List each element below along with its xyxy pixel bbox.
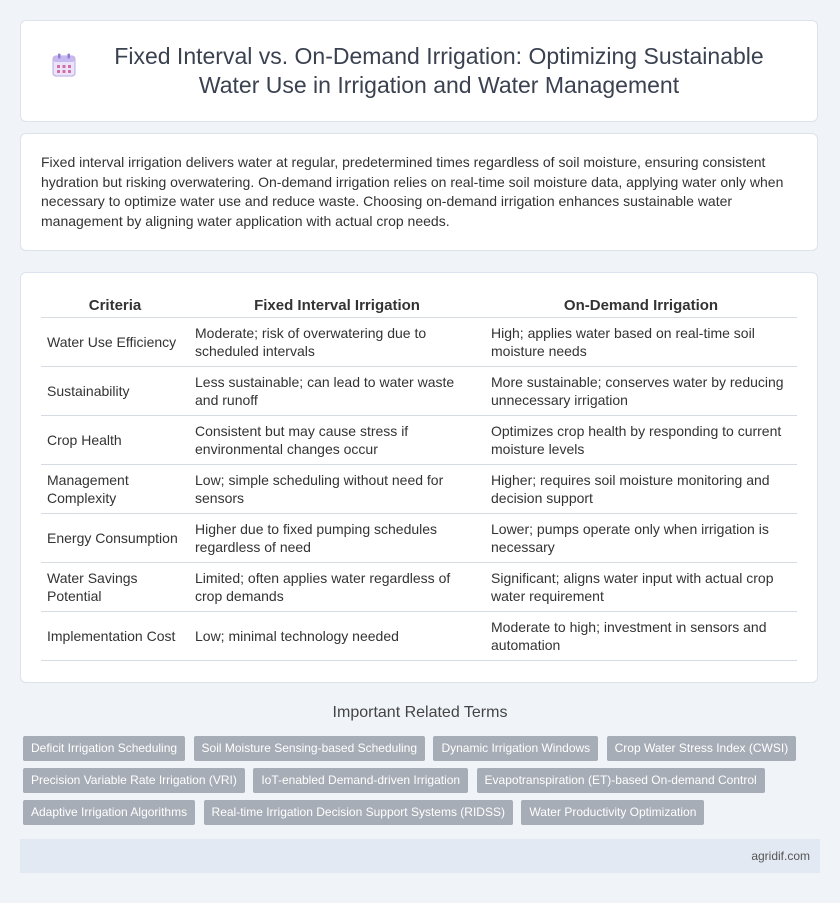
table-cell: Low; minimal technology needed: [189, 612, 485, 661]
table-cell: Implementation Cost: [41, 612, 189, 661]
table-cell: High; applies water based on real-time soil moisture needs: [485, 318, 797, 367]
table-cell: Energy Consumption: [41, 514, 189, 563]
table-cell: Limited; often applies water regardless of crop demands: [189, 563, 485, 612]
table-cell: Higher; requires soil moisture monitoring and decision support: [485, 465, 797, 514]
site-name[interactable]: agridif.com: [751, 849, 810, 863]
table-cell: Less sustainable; can lead to water waste and runoff: [189, 367, 485, 416]
table-cell: Moderate to high; investment in sensors and automation: [485, 612, 797, 661]
intro-paragraph: Fixed interval irrigation delivers water at regular, predetermined times regardless of soil moisture, ensuring consistent hydration but risking overwatering. On-demand irrigation relies on real-time soil moisture data, applying water only when necessary to optimize water use and reduce waste. Choosing on-demand irrigation enhances sustainable water management by aligning water application with actual crop needs.: [41, 154, 784, 229]
table-cell: Higher due to fixed pumping schedules regardless of need: [189, 514, 485, 563]
table-cell: Water Use Efficiency: [41, 318, 189, 367]
table-cell: More sustainable; conserves water by reducing unnecessary irrigation: [485, 367, 797, 416]
related-terms-heading: Important Related Terms: [332, 704, 508, 721]
table-cell: Optimizes crop health by responding to current moisture levels: [485, 416, 797, 465]
related-term-tag[interactable]: Crop Water Stress Index (CWSI): [607, 736, 797, 761]
column-header: Fixed Interval Irrigation: [189, 293, 485, 318]
related-term-tag[interactable]: IoT-enabled Demand-driven Irrigation: [253, 768, 468, 793]
calendar-icon: [51, 52, 77, 78]
intro-card: [20, 133, 818, 251]
table-cell: Low; simple scheduling without need for sensors: [189, 465, 485, 514]
table-row: [41, 318, 797, 367]
page-title: Fixed Interval vs. On-Demand Irrigation: Optimizing Sustainable Water Use in Irrigation and Water Management: [114, 43, 764, 98]
related-term-tag[interactable]: Deficit Irrigation Scheduling: [23, 736, 185, 761]
footer: [20, 839, 820, 873]
column-header: Criteria: [41, 293, 189, 318]
table-cell: Moderate; risk of overwatering due to scheduled intervals: [189, 318, 485, 367]
related-term-tag[interactable]: Soil Moisture Sensing-based Scheduling: [194, 736, 425, 761]
title-card: [20, 20, 818, 122]
table-cell: Crop Health: [41, 416, 189, 465]
related-term-tag[interactable]: Adaptive Irrigation Algorithms: [23, 800, 195, 825]
table-row: [41, 563, 797, 612]
table-cell: Significant; aligns water input with actual crop water requirement: [485, 563, 797, 612]
comparison-table: [41, 293, 797, 661]
table-header-row: [41, 293, 797, 318]
related-term-tag[interactable]: Water Productivity Optimization: [521, 800, 704, 825]
related-term-tag[interactable]: Precision Variable Rate Irrigation (VRI): [23, 768, 245, 793]
table-row: [41, 416, 797, 465]
table-cell: Management Complexity: [41, 465, 189, 514]
related-term-tag[interactable]: Real-time Irrigation Decision Support Systems (RIDSS): [204, 800, 513, 825]
related-term-tag[interactable]: Dynamic Irrigation Windows: [433, 736, 598, 761]
table-cell: Water Savings Potential: [41, 563, 189, 612]
table-cell: Sustainability: [41, 367, 189, 416]
table-cell: Consistent but may cause stress if environmental changes occur: [189, 416, 485, 465]
related-terms-list: [23, 736, 823, 832]
comparison-card: [20, 272, 818, 683]
column-header: On-Demand Irrigation: [485, 293, 797, 318]
related-term-tag[interactable]: Evapotranspiration (ET)-based On-demand Control: [477, 768, 765, 793]
table-row: [41, 612, 797, 661]
table-row: [41, 514, 797, 563]
table-cell: Lower; pumps operate only when irrigation is necessary: [485, 514, 797, 563]
table-row: [41, 367, 797, 416]
table-row: [41, 465, 797, 514]
